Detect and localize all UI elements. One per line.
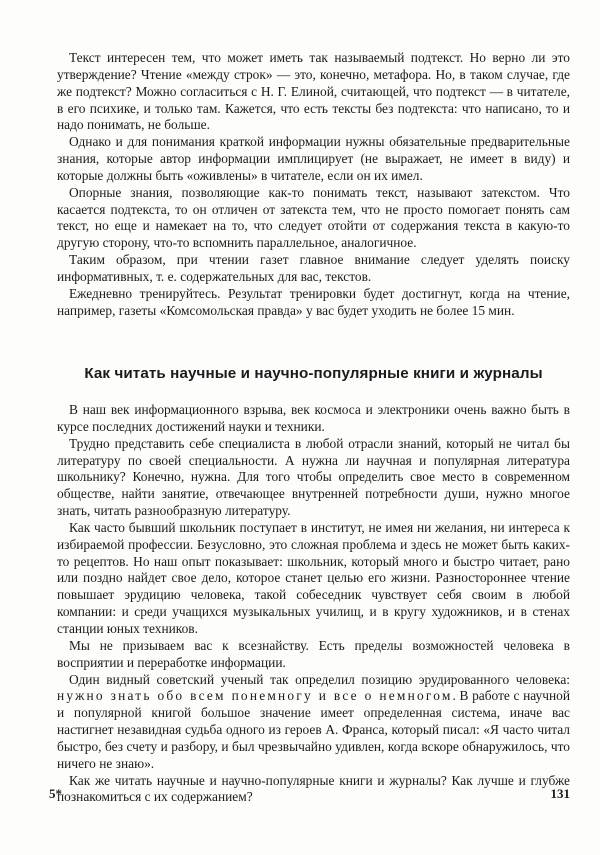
erudite-spaced-quote: нужно знать обо всем понемногу и все о немногом <box>57 688 453 704</box>
erudite-text-before: Один видный советский ученый так определил позицию эрудированного человека: <box>69 671 570 687</box>
paragraph-how-to-read: Как же читать научные и научно-популярные книги и журналы? Как лучше и глубже познакомиться с их содержанием? <box>57 772 570 805</box>
paragraph-prior-knowledge: Однако и для понимания краткой информации нужны обязательные предварительные знания, которые автор информации имплицирует (не выражает, не имеет в виду) и которые должны быть «оживлены» в читателе, если он их имел. <box>57 134 570 183</box>
section-heading: Как читать научные и научно-популярные книги и журналы <box>84 365 543 382</box>
section-scientific-books <box>57 402 570 806</box>
section-subtext <box>57 50 570 320</box>
paragraph-erudite-person <box>57 672 570 773</box>
printer-signature: 5* <box>49 786 62 801</box>
erudite-text-after: . В работе с научной и популярной книгой большое значение имеет определенная система, иначе вас настигнет незавидная судьба одного из героев А. Франса, который писал: «Я часто читал быстро, без счету и разбору, и был чрезвычайно удивлен, когда вскоре обнаружилось, что ничего не знаю». <box>57 688 570 771</box>
paragraph-context-text: Опорные знания, позволяющие как-то понимать текст, называют затекстом. Что касается подтекста, то он отличен от затекста тем, что не просто помогает понять сам текст, но еще и намекает на то, что следует отойти от содержания текста в какую-то другую сторону, что-то вспомнить параллельное, аналогичное. <box>57 184 570 251</box>
paragraph-information-age: В наш век информационного взрыва, век космоса и электроники очень важно быть в курсе последних достижений науки и техники. <box>57 402 570 434</box>
paragraph-subtext-intro: Текст интересен тем, что может иметь так называемый подтекст. Но верно ли это утверждение? Чтение «между строк» — это, конечно, метафора. Но, в таком случае, где же подтекст? Можно согласиться с Н. Г. Елиной, считающей, что подтекст — в читателе, в его психике, и только там. Кажется, что есть тексты без подтекста: что написано, то и надо понимать, не больше. <box>57 50 570 133</box>
paragraph-specialist-literature: Трудно представить себе специалиста в любой отрасли знаний, который не читал бы литературу по своей специальности. А нужна ли научная и популярная литература школьнику? Конечно, нужна. Для того чтобы определить свое место в современном обществе, найти занятие, отвечающее внутренней потребности души, нужно многое знать, читать разнообразную литературу. <box>57 435 570 519</box>
paragraph-newspaper-reading: Таким образом, при чтении газет главное внимание следует уделять поиску информативных, т. е. содержательных для вас, текстов. <box>57 252 570 284</box>
paragraph-not-know-all: Мы не призываем вас к всезнайству. Есть пределы возможностей человека в восприятии и переработке информации. <box>57 637 570 670</box>
page-number: 131 <box>550 786 570 801</box>
paragraph-former-student: Как часто бывший школьник поступает в институт, не имея ни желания, ни интереса к избираемой профессии. Безусловно, это сложная проблема и здесь не может быть каких-то рецептов. Но наш опыт показывает: школьник, который много и быстро читает, рано или поздно найдет свое дело, которое станет целью его жизни. Разностороннее чтение повышает эрудицию человека, такой собеседник чувствует себя своим в любой компании: и среди учащихся музыкальных училищ, и в кругу художников, и в стенах станции юных техников. <box>57 519 570 636</box>
paragraph-daily-training: Ежедневно тренируйтесь. Результат тренировки будет достигнут, когда на чтение, например, газеты «Комсомольская правда» у вас будет уходить не более 15 мин. <box>57 285 570 318</box>
